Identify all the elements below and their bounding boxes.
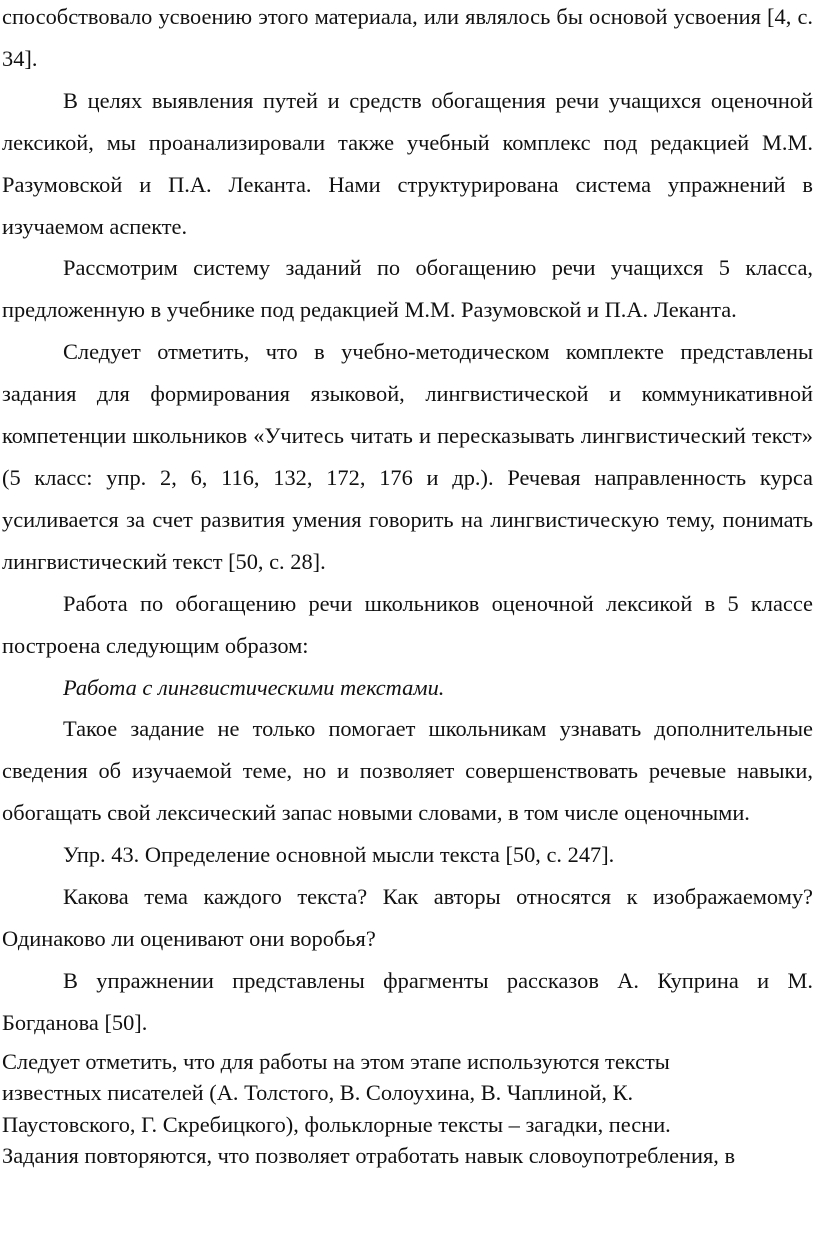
paragraph: Работа по обогащению речи школьников оценочной лексикой в 5 классе построена следующим образом: [2,590,813,658]
paragraph: Такое задание не только помогает школьникам узнавать дополнительные сведения об изучаемой теме, но и позволяет совершенствовать речевые навыки, обогащать свой лексический запас новыми словами, в том числе оценочными. [2,716,813,826]
paragraph-continuation: способствовало усвоению этого материала, или являлось бы основой усвоения [4, с. 34]. [2,4,813,71]
main-text [2,0,813,1044]
tail-line: известных писателей (А. Толстого, В. Солоухина, В. Чаплиной, К. [2,1080,634,1106]
tail-line: Паустовского, Г. Скребицкого), фольклорные тексты – загадки, песни. [2,1111,671,1137]
paragraph: Какова тема каждого текста? Как авторы относятся к изображаемому? Одинаково ли оценивают они воробья? [2,884,813,951]
tail-line: Следует отметить, что для работы на этом этапе используются тексты [2,1048,670,1074]
tail-text-block [2,1046,813,1172]
paragraph: В упражнении представлены фрагменты рассказов А. Куприна и М. Богданова [50]. [2,967,813,1035]
paragraph: В целях выявления путей и средств обогащения речи учащихся оценочной лексикой, мы проанализировали также учебный комплекс под редакцией М.М. Разумовской и П.А. Леканта. Нами структурирована система упражнений в изучаемом аспекте. [2,87,813,239]
tail-line: Задания повторяются, что позволяет отработать навык словоупотребления, в [2,1143,736,1169]
exercise-line: Упр. 43. Определение основной мысли текста [50, с. 247]. [63,842,615,868]
paragraph: Рассмотрим систему заданий по обогащению речи учащихся 5 класса, предложенную в учебнике под редакцией М.М. Разумовской и П.А. Леканта. [2,255,813,323]
section-heading-italic: Работа с лингвистическими текстами. [63,674,445,700]
paragraph: Следует отметить, что в учебно-методическом комплекте представлены задания для формирования языковой, лингвистической и коммуникативной компетенции школьников «Учитесь читать и пересказывать лингвистический текст» (5 класс: упр. 2, 6, 116, 132, 172, 176 и др.). Речевая направленность курса усиливается за счет развития умения говорить на лингвистическую тему, понимать лингвистический текст [50, с. 28]. [2,339,813,574]
